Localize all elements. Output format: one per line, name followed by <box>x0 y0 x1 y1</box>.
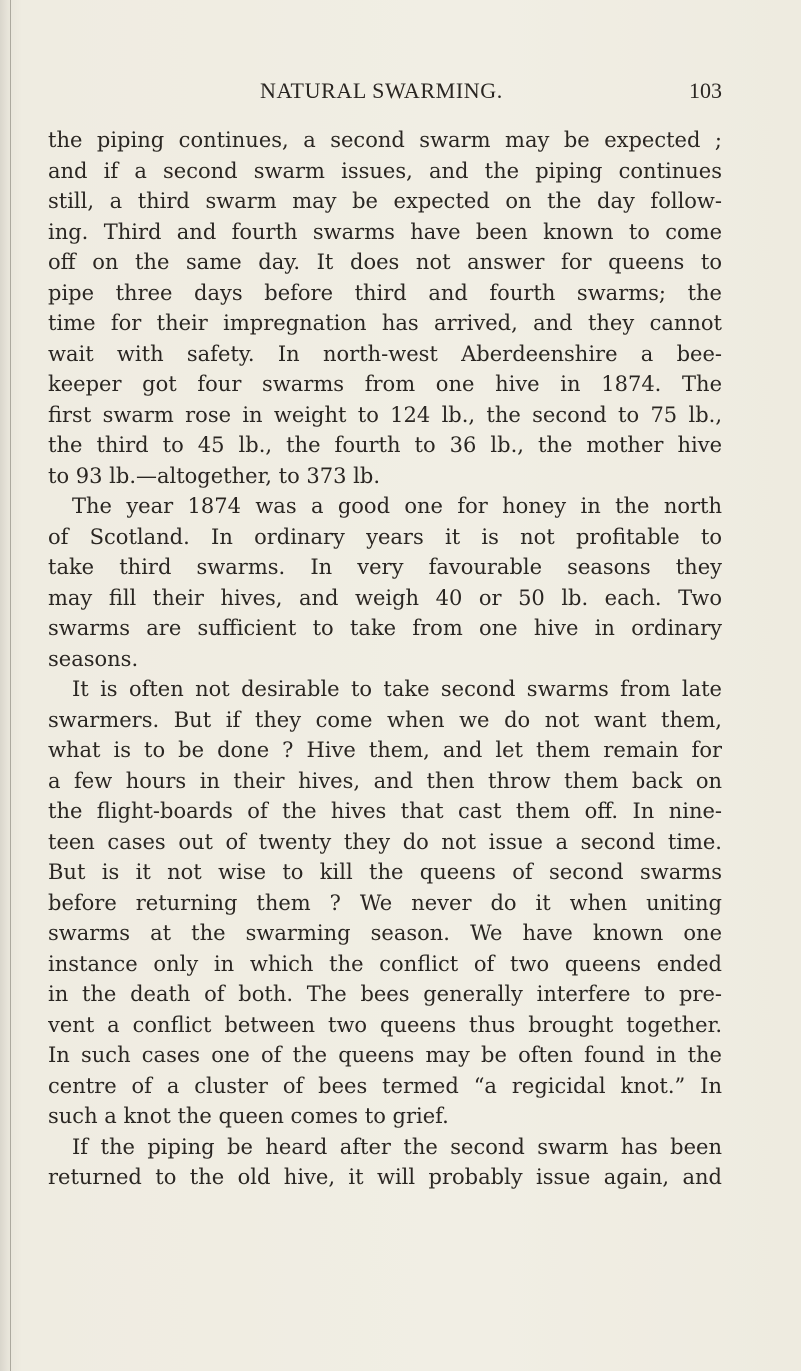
text-line: returned to the old hive, it will probably issue again, and <box>48 1165 722 1189</box>
page-number: 103 <box>689 78 722 103</box>
page-spine-edge <box>10 0 11 1371</box>
text-line: ing. Third and fourth swarms have been known to come <box>48 219 722 244</box>
text-line: keeper got four swarms from one hive in 1874. The <box>48 372 722 396</box>
paragraph-first-line: It is often not desirable to take second swarms from late <box>72 677 722 701</box>
paragraph-first-line: The year 1874 was a good one for honey in the north <box>72 494 722 518</box>
text-line: In such cases one of the queens may be often found in the <box>48 1043 722 1067</box>
text-line: before returning them ? We never do it when uniting <box>48 890 722 915</box>
text-line: But is it not wise to kill the queens of second swarms <box>48 860 722 884</box>
text-line: may fill their hives, and weigh 40 or 50 lb. each. Two <box>48 585 722 610</box>
body-text <box>48 125 722 1193</box>
running-title: NATURAL SWARMING. <box>260 78 503 103</box>
text-line: teen cases out of twenty they do not issue a second time. <box>48 829 722 854</box>
text-line: swarms at the swarming season. We have known one <box>48 921 722 945</box>
running-head <box>48 78 722 108</box>
text-line: off on the same day. It does not answer for queens to <box>48 250 722 274</box>
text-line: seasons. <box>48 646 139 671</box>
text-line: in the death of both. The bees generally interfere to pre- <box>48 982 722 1006</box>
text-line: instance only in which the conflict of two queens ended <box>48 951 722 976</box>
text-line: wait with safety. In north-west Aberdeenshire a bee- <box>48 341 722 366</box>
text-line: of Scotland. In ordinary years it is not profitable to <box>48 524 722 549</box>
text-line: to 93 lb.—altogether, to 373 lb. <box>48 463 381 488</box>
text-line: centre of a cluster of bees termed “a regicidal knot.” In <box>48 1073 722 1098</box>
text-line: such a knot the queen comes to grief. <box>48 1104 449 1128</box>
text-line: swarms are sufficient to take from one hive in ordinary <box>48 616 722 640</box>
text-line: swarmers. But if they come when we do not want them, <box>48 707 722 732</box>
text-line: time for their impregnation has arrived, and they cannot <box>48 311 722 335</box>
text-line: vent a conflict between two queens thus brought together. <box>48 1012 722 1037</box>
text-line: a few hours in their hives, and then throw them back on <box>48 768 722 793</box>
text-line: pipe three days before third and fourth swarms; the <box>48 280 722 305</box>
text-line: the flight-boards of the hives that cast them off. In nine- <box>48 799 722 823</box>
text-line: take third swarms. In very favourable seasons they <box>48 555 722 579</box>
text-line: and if a second swarm issues, and the piping continues <box>48 158 722 183</box>
text-line: first swarm rose in weight to 124 lb., the second to 75 lb., <box>48 402 722 427</box>
text-line: the piping continues, a second swarm may be expected ; <box>48 128 722 152</box>
text-line: still, a third swarm may be expected on the day follow- <box>48 189 722 213</box>
text-line: what is to be done ? Hive them, and let them remain for <box>48 738 722 762</box>
text-line: the third to 45 lb., the fourth to 36 lb., the mother hive <box>48 433 722 457</box>
paragraph-first-line: If the piping be heard after the second swarm has been <box>72 1134 722 1159</box>
